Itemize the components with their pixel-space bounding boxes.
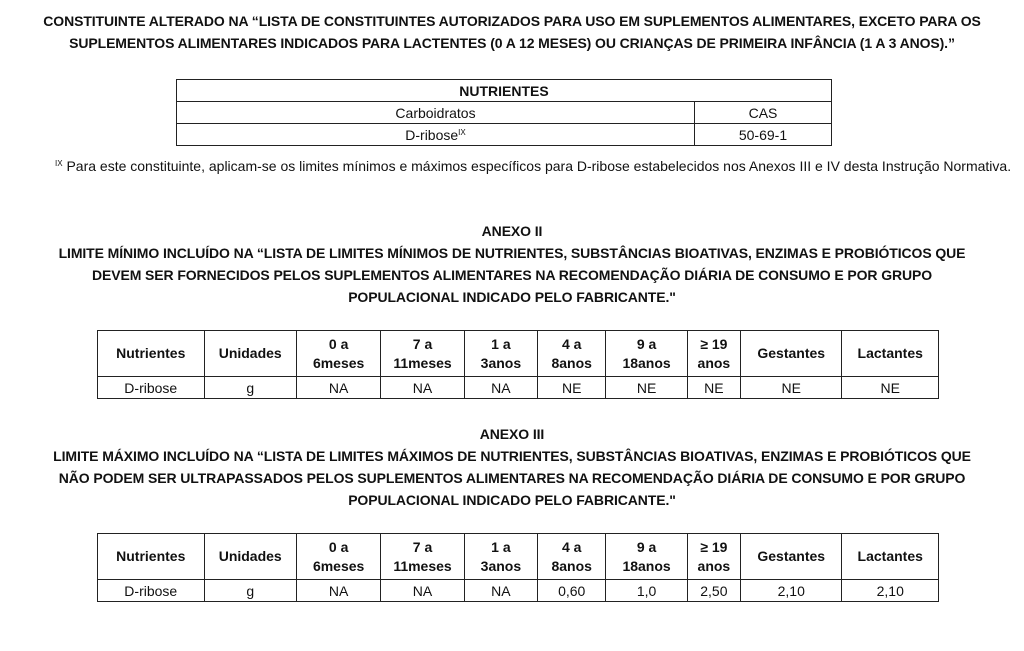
annex-ii-limits-table [97, 330, 939, 399]
table-cell: NE [741, 377, 842, 399]
table-cell: NE [842, 377, 939, 399]
column-header: ≥ 19 anos [687, 534, 740, 580]
column-header: 1 a 3anos [464, 331, 537, 377]
column-header: 4 a 8anos [538, 534, 606, 580]
table-cell: NA [296, 580, 380, 602]
table-cell: D-ribose [98, 377, 205, 399]
table-cell: NE [687, 377, 740, 399]
annex-subtitle-line: POPULACIONAL INDICADO PELO FABRICANTE." [348, 289, 676, 305]
table-cell: 1,0 [606, 580, 687, 602]
annex-subtitle-line: LIMITE MÁXIMO INCLUÍDO NA “LISTA DE LIMITES MÁXIMOS DE NUTRIENTES, SUBSTÂNCIAS BIOATIVAS, ENZIMAS E PROBIÓTICOS QUE [53, 448, 971, 464]
document-heading [0, 10, 1024, 54]
table-cell: 2,10 [741, 580, 842, 602]
table-cell: NA [464, 377, 537, 399]
footnote-marker: IX [55, 159, 63, 168]
table-row [98, 377, 939, 399]
column-header: Unidades [204, 534, 296, 580]
table-cell: NA [381, 580, 464, 602]
table-cell: NE [538, 377, 606, 399]
table-cell: D-ribose [98, 580, 205, 602]
annex-subtitle-line: NÃO PODEM SER ULTRAPASSADOS PELOS SUPLEMENTOS ALIMENTARES NA RECOMENDAÇÃO DIÁRIA DE CONSUMO E POR GRUPO [58, 470, 966, 486]
column-header: 0 a 6meses [296, 534, 380, 580]
column-header: 9 a 18anos [606, 331, 687, 377]
nutrient-name-cell [177, 124, 695, 146]
column-header: 9 a 18anos [606, 534, 687, 580]
heading-line: CONSTITUINTE ALTERADO NA “LISTA DE CONSTITUINTES AUTORIZADOS PARA USO EM SUPLEMENTOS ALIMENTARES, EXCETO PARA OS [43, 13, 981, 29]
column-header: 4 a 8anos [538, 331, 606, 377]
footnote-reference: IX [458, 127, 466, 137]
column-header: Lactantes [842, 331, 939, 377]
table-cell: NA [464, 580, 537, 602]
nutrient-name: D-ribose [405, 126, 459, 143]
table-cell: NE [606, 377, 687, 399]
table-cell: g [204, 377, 296, 399]
column-header: Lactantes [842, 534, 939, 580]
heading-line: SUPLEMENTOS ALIMENTARES INDICADOS PARA LACTENTES (0 A 12 MESES) OU CRIANÇAS DE PRIMEIRA INFÂNCIA (1 A 3 ANOS).” [69, 35, 955, 51]
column-header: 7 a 11meses [381, 331, 464, 377]
annex-title: ANEXO II [481, 223, 543, 239]
cas-header-cell: CAS [695, 102, 832, 124]
table-header-row [98, 534, 939, 580]
column-header: Nutrientes [98, 534, 205, 580]
table-header-row [98, 331, 939, 377]
cas-number-cell: 50-69-1 [695, 124, 832, 146]
annex-ii-heading [0, 220, 1024, 308]
table-cell: NA [381, 377, 464, 399]
footnote [55, 154, 1015, 176]
nutrients-table [176, 79, 832, 146]
table-cell: 0,60 [538, 580, 606, 602]
table-row [98, 580, 939, 602]
column-header: Nutrientes [98, 331, 205, 377]
table-cell: 2,50 [687, 580, 740, 602]
column-header: Gestantes [741, 331, 842, 377]
nutrients-table-title: NUTRIENTES [177, 80, 832, 102]
annex-iii-heading [0, 423, 1024, 511]
category-cell: Carboidratos [177, 102, 695, 124]
column-header: 0 a 6meses [296, 331, 380, 377]
annex-subtitle-line: LIMITE MÍNIMO INCLUÍDO NA “LISTA DE LIMITES MÍNIMOS DE NUTRIENTES, SUBSTÂNCIAS BIOATIVAS, ENZIMAS E PROBIÓTICOS QUE [58, 245, 966, 261]
footnote-text: Para este constituinte, aplicam-se os limites mínimos e máximos específicos para D-ribose estabelecidos nos Anexos III e IV desta Instrução Normativa. [62, 158, 1012, 174]
annex-subtitle-line: POPULACIONAL INDICADO PELO FABRICANTE." [348, 492, 676, 508]
annex-subtitle-line: DEVEM SER FORNECIDOS PELOS SUPLEMENTOS ALIMENTARES NA RECOMENDAÇÃO DIÁRIA DE CONSUMO E POR GRUPO [91, 267, 933, 283]
column-header: Unidades [204, 331, 296, 377]
column-header: 7 a 11meses [381, 534, 464, 580]
annex-iii-limits-table [97, 533, 939, 602]
table-cell: g [204, 580, 296, 602]
table-cell: NA [296, 377, 380, 399]
column-header: ≥ 19 anos [687, 331, 740, 377]
column-header: Gestantes [741, 534, 842, 580]
annex-title: ANEXO III [479, 426, 545, 442]
table-cell: 2,10 [842, 580, 939, 602]
column-header: 1 a 3anos [464, 534, 537, 580]
